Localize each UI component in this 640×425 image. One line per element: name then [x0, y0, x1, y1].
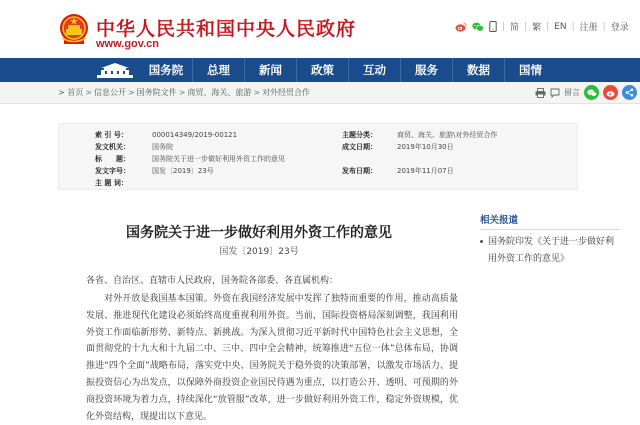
- meta-pubdate-label: 发布日期：: [342, 167, 377, 175]
- lang-english-link[interactable]: EN: [554, 21, 567, 32]
- site-title[interactable]: 中华人民共和国中央人民政府: [96, 18, 357, 40]
- breadcrumb-info-disclosure[interactable]: 信息公开: [93, 88, 126, 97]
- meta-index-value: 000014349/2019-00121: [152, 131, 238, 139]
- meta-pubdate-value: 2019年11月07日: [397, 167, 454, 175]
- meta-title-value: 国务院关于进一步做好利用外资工作的意见: [152, 155, 285, 163]
- mobile-icon[interactable]: [489, 21, 497, 32]
- meta-row: [59, 130, 579, 141]
- related-report-link[interactable]: 国务院印发《关于进一步做好利用外资工作的意见》: [480, 234, 620, 267]
- document-meta-table: [58, 123, 578, 190]
- top-links: | 简 | 繁 | EN | 注册 | 登录: [455, 20, 629, 33]
- message-icon[interactable]: [550, 88, 560, 98]
- breadcrumb-separator: >: [178, 88, 186, 97]
- breadcrumb-separator: >: [127, 88, 135, 97]
- more-share-button[interactable]: [622, 85, 637, 100]
- breadcrumb-bar: [0, 82, 640, 104]
- breadcrumb-trade-customs-tourism[interactable]: 商贸、海关、旅游: [187, 88, 252, 97]
- article-doc-number: 国发〔2019〕23号: [219, 247, 299, 257]
- lang-traditional-link[interactable]: 繁: [532, 23, 542, 33]
- breadcrumb-separator: >: [253, 88, 261, 97]
- related-reports-title: 相关报道: [480, 212, 620, 230]
- breadcrumb-separator: >: [85, 88, 92, 97]
- message-label[interactable]: 留言: [564, 88, 580, 97]
- lang-simplified-link[interactable]: 简: [510, 23, 520, 33]
- meta-date-label: 成文日期：: [342, 143, 377, 151]
- article-salutation: 各省、自治区、直辖市人民政府，国务院各部委、各直属机构：: [86, 276, 339, 286]
- nav-item-national-conditions[interactable]: 国情: [504, 58, 556, 82]
- wechat-icon[interactable]: [472, 22, 484, 32]
- main-nav: [0, 58, 640, 82]
- weibo-share-button[interactable]: [603, 85, 618, 100]
- nav-item-data[interactable]: 数据: [452, 58, 504, 82]
- share-icon: [625, 88, 634, 97]
- meta-docno-value: 国发〔2019〕23号: [152, 167, 214, 175]
- meta-row: [59, 166, 579, 177]
- tiananmen-logo-icon[interactable]: [95, 60, 135, 80]
- nav-item-policies[interactable]: 政策: [296, 58, 348, 82]
- article-paragraph: 对外开放是我国基本国策。外资在我国经济发展中发挥了独特而重要的作用，推动高质量发展、推进现代化建设必须始终高度重视利用外资。当前，国际投资格局深刻调整，我国利用外资工作面临新形势、新特点、新挑战。为深入贯彻习近平新时代中国特色社会主义思想，全面贯彻党的十九大和十九届二中、三中、四中全会精神，统筹推进“五位一体”总体布局，协调推进“四个全面”战略布局，落实党中央、国务院关于稳外资的决策部署，以激发市场活力、提振投资信心为出发点，以保障外商投资企业国民待遇为重点，以打造公开、透明、可预期的外商投资环境为着力点，持续深化“放管服”改革，进一步做好利用外资工作，稳定外资规模，优化外资结构，现提出以下意见。: [86, 294, 458, 422]
- breadcrumb-foreign-trade[interactable]: 对外经贸合作: [262, 88, 311, 97]
- meta-row: [59, 142, 579, 153]
- meta-category-label: 主题分类：: [342, 131, 377, 139]
- page-tools: [535, 85, 637, 100]
- site-url[interactable]: www.gov.cn: [96, 38, 159, 50]
- breadcrumb: [58, 87, 310, 98]
- meta-issuer-label: 发文机关：: [95, 143, 130, 151]
- article-title: 国务院关于进一步做好利用外资工作的意见: [126, 225, 392, 241]
- site-header: [0, 0, 640, 58]
- login-link[interactable]: 登录: [610, 23, 629, 33]
- nav-item-news[interactable]: 新闻: [244, 58, 296, 82]
- register-link[interactable]: 注册: [579, 23, 598, 33]
- nav-items: [140, 58, 556, 82]
- nav-item-interaction[interactable]: 互动: [348, 58, 400, 82]
- weibo-icon: [606, 89, 616, 97]
- meta-title-label: 标 题：: [95, 155, 130, 163]
- breadcrumb-home[interactable]: 首页: [67, 88, 84, 97]
- related-reports: [480, 212, 620, 267]
- breadcrumb-separator: >: [58, 88, 65, 97]
- meta-row: [59, 154, 579, 165]
- nav-item-premier[interactable]: 总理: [192, 58, 244, 82]
- weibo-icon[interactable]: [455, 22, 467, 32]
- article-body: [86, 291, 458, 425]
- wechat-icon: [587, 89, 597, 97]
- print-icon[interactable]: [535, 88, 546, 98]
- meta-docno-label: 发文字号：: [95, 167, 130, 175]
- national-emblem-icon[interactable]: [58, 12, 90, 46]
- meta-topic-label: 主 题 词：: [95, 179, 128, 187]
- meta-category-value: 商贸、海关、旅游\对外经贸合作: [397, 131, 498, 139]
- nav-item-state-council[interactable]: 国务院: [148, 63, 184, 77]
- meta-row: [59, 178, 579, 189]
- meta-issuer-value: 国务院: [152, 143, 173, 151]
- nav-item-services[interactable]: 服务: [400, 58, 452, 82]
- wechat-share-button[interactable]: [584, 85, 599, 100]
- meta-index-label: 索 引 号：: [95, 131, 128, 139]
- meta-date-value: 2019年10月30日: [397, 143, 454, 151]
- breadcrumb-state-council-docs[interactable]: 国务院文件: [136, 88, 177, 97]
